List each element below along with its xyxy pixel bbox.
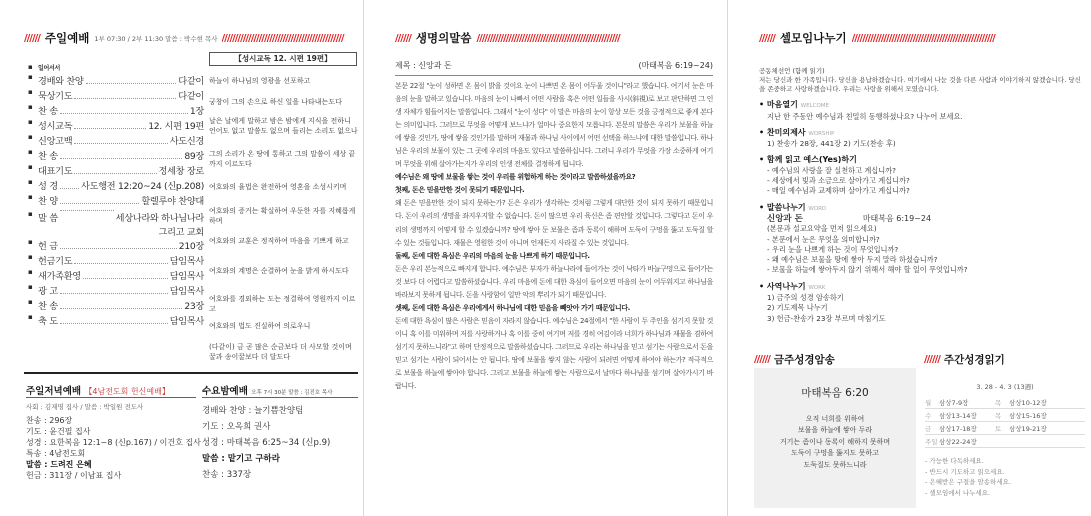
cell-section-line: - 본문에서 눈은 무엇을 의미합니까? <box>767 234 880 244</box>
reading-text: 삼상10-12장 <box>1009 398 1047 407</box>
cell-section-en: WELCOME <box>800 103 829 110</box>
sermon-paragraph: 돈은 우리 본능적으로 빠지게 합니다. 예수님은 부자가 하늘나라에 들어가는 것이 낙타가 바늘구멍으로 들어가는 것 보다 더 어렵다고 말씀하셨습니다. 우리 마음에 돈에 대한 욕심이 들어오면 마음의 눈이 어두워지고 하나님을 바라보지 못하게 됩니다. 돈을 사랑함이 일만 악의 뿌리가 되기 때문입니다. <box>395 264 713 299</box>
reading-day: 목 <box>995 411 1002 420</box>
weekly-reading <box>925 382 1085 498</box>
worship-meta: 1부 07:30 / 2부 11:30 말씀 : 박수현 목사 <box>94 34 218 43</box>
order-row <box>28 72 204 87</box>
reading-line: 여호와의 증거는 확실하여 우둔한 자를 지혜롭게 하며 <box>209 207 356 225</box>
order-row <box>28 177 204 192</box>
program-line: 기도 : 오옥희 권사 <box>202 422 271 432</box>
reading-line: 하늘이 하나님의 영광을 선포하고 <box>209 77 311 85</box>
divider <box>202 397 358 398</box>
order-row <box>28 147 204 162</box>
order-value <box>141 193 204 207</box>
order-row <box>28 162 204 177</box>
reading-text: 삼상19-21장 <box>1009 424 1047 433</box>
order-value-text: 210장 <box>178 241 204 252</box>
divider <box>26 397 196 398</box>
order-label: ▪ 묵상기도 <box>28 88 72 102</box>
cell-section-title: 사역나누기 <box>766 281 806 291</box>
cell-section-en: WORK <box>808 284 826 291</box>
order-value <box>178 73 204 87</box>
reading-tip: - 은혜받은 구절을 암송하세요. <box>925 478 1011 486</box>
wednesday-program <box>202 403 330 483</box>
program-line: 말씀 : 드려진 은혜 <box>26 460 92 469</box>
reading-day: 금 <box>925 424 932 433</box>
community-declaration: 저는 당신과 한 가족입니다. 당신을 용납하겠습니다. 여기에서 나눈 것을 다른 사람과 이야기하지 않겠습니다. 당신을 존중하고 사랑하겠습니다. 우리는 사랑을 위해서 모였습니다. <box>759 76 1081 94</box>
memory-line: 오직 너희를 위하여 <box>805 414 865 423</box>
section-title: 주일예배 <box>44 31 90 45</box>
wednesday-worship-header: 수요밤예배 오후 7시 30분 말씀 : 김진호 목사 <box>202 386 333 397</box>
order-value-text: 다같이 <box>178 91 204 102</box>
order-value-text: 12. 시편 19편 <box>148 121 204 132</box>
order-value <box>170 268 204 282</box>
order-value <box>179 238 204 252</box>
reading-day: 수 <box>925 411 932 420</box>
sermon-paragraph: 셋째, 돈에 대한 욕심은 우리에게서 하나님에 대한 믿음을 빼앗아 가기 때문입니다. <box>395 303 630 312</box>
reading-day: 토 <box>995 424 1002 433</box>
order-row <box>28 282 204 297</box>
sermon-paragraph: 둘째, 돈에 대한 욕심은 우리의 마음의 눈을 나쁘게 하기 때문입니다. <box>395 251 590 260</box>
order-value-text: 담임목사 <box>169 316 204 327</box>
community-declaration-title: 공동체선언 (함께 읽기) <box>759 67 825 75</box>
memory-line: 보물을 하늘에 쌓아 두라 <box>797 426 873 434</box>
order-value <box>178 88 204 102</box>
order-label: ▪ 축 도 <box>28 313 58 327</box>
memory-line: 거기는 좀이나 동록이 해하지 못하며 <box>779 437 891 446</box>
order-label: ▪ 헌금기도 <box>28 253 72 267</box>
reading-line: 여호와의 계명은 순결하여 눈을 밝게 하시도다 <box>209 267 349 275</box>
cell-section-head <box>759 100 1084 111</box>
reading-text: 삼상22-24장 <box>939 437 977 446</box>
program-line: 경배와 찬양 : 늘기쁨찬양팀 <box>202 406 304 416</box>
order-value <box>170 283 204 297</box>
program-line: 기도 : 윤건필 집사 <box>26 427 91 436</box>
cell-section-line: - 보물을 하늘에 쌓아두지 않기 위해서 해야 할 일이 무엇입니까? <box>767 265 968 275</box>
cell-section-line: - 예수님의 사랑을 잘 실천하고 계십니까? <box>767 165 896 175</box>
program-line: 말씀 : 맡기고 구하라 <box>202 454 280 464</box>
cell-section-bullet: • <box>759 155 767 165</box>
leader-dots <box>60 113 188 114</box>
reading-row <box>925 409 1085 422</box>
order-row <box>28 132 204 147</box>
order-of-service <box>28 60 204 327</box>
order-row <box>28 117 204 132</box>
order-label: ▪ 대표기도 <box>28 163 72 177</box>
order-value-text: 1장 <box>189 106 204 117</box>
reading-text: 삼상15-16장 <box>1009 411 1047 420</box>
sermon-body <box>395 80 713 393</box>
sermon-paragraph: 예수님은 왜 땅에 보물을 쌓는 것이 우리를 위험하게 하는 것이라고 말씀하셨을까요? <box>395 173 636 182</box>
order-label: ▪ 성 경 <box>28 178 58 192</box>
leader-dots <box>60 203 140 204</box>
leader-dots <box>74 173 156 174</box>
order-value <box>116 210 204 238</box>
leader-dots <box>60 188 79 189</box>
cell-section-line: - 왜 예수님은 보물을 땅에 쌓아 두지 말라 하셨습니까? <box>767 255 938 265</box>
reading-day: 목 <box>995 398 1002 407</box>
sermon-paragraph: 첫째, 돈은 믿을만한 것이 못되기 때문입니다. <box>395 186 525 195</box>
order-value <box>190 103 204 117</box>
reading-row <box>925 435 1085 448</box>
program-line: 특송 : 4남전도회 <box>26 449 86 458</box>
reading-text: 삼상13-14장 <box>939 411 977 420</box>
cell-guide <box>759 66 1084 324</box>
word-title-line <box>759 214 1084 224</box>
memory-line: 도둑이 구멍을 뚫지도 못하고 <box>791 449 879 457</box>
reading-row <box>925 396 1085 409</box>
evening-program <box>26 415 201 481</box>
cell-section-line: 3) 헌금-찬송가 23장 부르며 마침기도 <box>767 313 886 323</box>
order-label: ▪ 찬 양 <box>28 193 58 207</box>
reading-tip: - 셀모임에서 나누세요. <box>925 488 991 497</box>
order-value-text: 사도신경 <box>169 136 204 147</box>
cell-section-head <box>759 155 1084 165</box>
leader-dots <box>83 278 168 279</box>
reading-tip: - 가능한 다독하세요. <box>925 457 984 465</box>
cell-section-head <box>759 282 1084 293</box>
order-row <box>28 192 204 207</box>
order-label: ▪ 신앙고백 <box>28 133 72 147</box>
memory-verse-ref: 마태복음 6:20 <box>801 387 869 399</box>
program-line: 성경 : 요한복음 12:1~8 (신p.167) / 이건호 집사 <box>26 438 201 447</box>
leader-dots <box>74 128 146 129</box>
order-row <box>28 312 204 327</box>
order-row <box>28 252 204 267</box>
order-label: ▪ 성시교독 <box>28 118 72 132</box>
cell-header: ////// 셀모임나누기 ////////////////////////////////////////////////////// <box>759 31 995 45</box>
order-label: ▪ 말 씀 <box>28 210 58 224</box>
cell-section-bullet: • <box>759 281 767 291</box>
page-fold <box>363 0 364 516</box>
program-line: 찬송 : 296장 <box>26 416 73 425</box>
weekly-reading-header: ////// 주간성경읽기 <box>924 354 1005 366</box>
cell-section-head <box>759 128 1084 139</box>
reading-line: (다같이) 금 곧 많은 순금보다 더 사모할 것이며 꿀과 송이꿀보다 더 달도다 <box>209 343 352 361</box>
order-row <box>28 87 204 102</box>
memory-line: 도둑질도 못하느니라 <box>803 460 867 469</box>
order-row <box>28 102 204 117</box>
order-value-text: 23장 <box>184 301 204 312</box>
order-value <box>159 163 205 177</box>
cell-section-en: WORD <box>808 205 827 212</box>
reading-text: 삼상17-18장 <box>939 424 977 433</box>
sermon-paragraph: 왜 돈은 믿을만한 것이 되지 못하는가? 돈은 우리가 생각하는 것처럼 그렇게 대단한 것이 되지 못하기 때문입니다. 돈이 우리의 생명을 좌지우지할 수 없습니다. 돈이 많으면 우리 육신은 좀 편안할 것입니다. 그렇다고 돈이 우리의 생명까지 어떻게 할 수 있겠습니까? 땅에 쌓아 둔 보물은 좀과 동록이 해하며 도둑이 구멍을 뚫고 도둑질 할 수 있는 것들입니다. 재물은 영원한 것이 아니며 언제든지 사라질 수 있는 것입니다. <box>395 199 713 247</box>
order-value <box>170 253 204 267</box>
cell-section-title: 마음열기 <box>766 100 798 110</box>
order-label: ▪ 찬 송 <box>28 148 58 162</box>
order-value <box>184 148 204 162</box>
cell-section-line: - 세상에서 빛과 소금으로 살아가고 계십니까? <box>767 176 910 186</box>
worship-order-panel <box>0 0 362 516</box>
order-value <box>170 313 204 327</box>
leader-dots <box>60 323 168 324</box>
leader-dots <box>60 293 168 294</box>
reading-day: 월 <box>925 398 932 407</box>
sermon-subject: 제목 : 신앙과 돈 <box>395 61 452 70</box>
cell-section-bullet: • <box>759 100 767 110</box>
order-value <box>170 133 204 147</box>
order-label: ▪ 경배와 찬양 <box>28 73 84 87</box>
evening-worship-header: 주일저녁예배 【4남전도회 헌신예배】 <box>26 386 170 397</box>
order-value-text: 다같이 <box>178 76 204 87</box>
order-value-text: 89장 <box>184 151 204 162</box>
order-value-text: 담임목사 <box>169 271 204 282</box>
sermon-meta <box>395 60 713 76</box>
order-row <box>28 267 204 282</box>
reading-line: 여호와의 교훈은 정직하여 마음을 기쁘게 하고 <box>209 237 349 245</box>
order-label: ▪ 광 고 <box>28 283 58 297</box>
order-label: ▪ 찬 송 <box>28 298 58 312</box>
evening-tag: 【4남전도회 헌신예배】 <box>84 387 170 396</box>
reading-range: 3. 28 - 4. 3 (13週) <box>976 383 1034 391</box>
leader-dots <box>86 83 177 84</box>
leader-dots <box>60 158 183 159</box>
section-title: 셀모임나누기 <box>779 31 847 45</box>
order-label: ▪ 새가족환영 <box>28 268 81 282</box>
leader-dots <box>74 143 167 144</box>
reading-line: 그의 소리가 온 땅에 통하고 그의 말씀이 세상 끝까지 이르도다 <box>209 150 356 168</box>
responsive-reading-box: 【성시교독 12. 시편 19편】 <box>209 52 357 66</box>
order-value-text: 담임목사 <box>169 286 204 297</box>
reading-day: 주일 <box>925 437 938 446</box>
sermon-paragraph: 본문 22절 "눈이 성하면 온 몸이 밝을 것이요 눈이 나쁘면 온 몸이 어두울 것이니"라고 했습니다. 여기서 눈은 마음의 눈을 말하고 있습니다. 마음의 눈이 나빠서 어떤 사람을 혹은 어떤 일들을 사시(斜視)로 보고 판단하면 그 인생 자체가 힘들어지는 말씀입니다. 그래서 "눈이 성다" 이 말은 마음의 눈이 항상 모든 것을 긍정적으로 좋게 본다는 의미입니다. 그러므로 무엇을 어떻게 보느냐가 얼마나 중요한지 모릅니다. 본문의 말씀은 우리가 보물을 하늘에 쌓을 것인가, 땅에 쌓을 것인가를 말하며 재물과 하나님 사이에서 어떤 선택을 하느냐에 대한 말씀입니다. 하나님은 우리의 보물이 있는 그 곳에 우리의 마음도 있다고 말씀하십니다. 그러니 우리가 무엇을 가장 소중하게 여기며 무엇을 위해 살아가는지가 우리의 인생 전체를 결정하게 됩니다. <box>395 82 713 169</box>
leader-dots <box>60 210 114 211</box>
cell-section-title: 말씀나누기 <box>766 202 806 212</box>
word-ref: 마태복음 6:19~24 <box>862 213 932 223</box>
reading-row <box>925 422 1085 435</box>
order-label: ▪ 일어서서 <box>28 63 60 72</box>
divider <box>24 372 358 374</box>
leader-dots <box>60 248 177 249</box>
cell-section-line: 지난 한 주동안 예수님과 친밀히 동행하셨나요? 나누어 보세요. <box>767 111 963 121</box>
sermon-passage: (마태복음 6:19~24) <box>638 61 713 70</box>
cell-section-title: 찬미의제사 <box>766 127 806 137</box>
order-row <box>28 207 204 237</box>
cell-sections <box>759 100 1084 324</box>
cell-section-bullet: • <box>759 127 767 137</box>
order-value <box>81 178 204 192</box>
reading-text: 삼상7-9장 <box>939 398 969 407</box>
section-title: 생명의말씀 <box>415 31 472 45</box>
order-label: ▪ 헌 금 <box>28 238 58 252</box>
leader-dots <box>60 308 183 309</box>
sermon-header: ////// 생명의말씀 ////////////////////////////////////////////////////// <box>395 31 620 45</box>
evening-leader: 사회 : 김재명 집사 / 말씀 : 박일원 전도사 <box>26 403 144 411</box>
cell-section-line: 1) 찬송가 28장, 441장 2) 기도(찬송 후) <box>767 139 896 149</box>
reading-line: 날은 날에게 말하고 밤은 밤에게 지식을 전하니 언어도 없고 말씀도 없으며 들리는 소리도 없으나 <box>209 117 358 135</box>
page-fold <box>727 0 728 516</box>
reading-line: 여호와의 율법은 완전하여 영혼을 소성시키며 <box>209 183 347 191</box>
cell-section-line: 2) 기도제목 나누기 <box>767 303 828 313</box>
reading-line: 여호와를 경외하는 도는 정결하여 영원까지 이르고 <box>209 295 356 313</box>
cell-section-title: 함께 읽고 예스(Yes)하기 <box>766 155 857 165</box>
wednesday-meta: 오후 7시 30분 말씀 : 김진호 목사 <box>251 390 333 396</box>
program-line: 헌금 : 311장 / 이남표 집사 <box>26 471 122 480</box>
order-value-text: 세상나라와 하나님나라 <box>115 213 204 224</box>
order-row <box>28 297 204 312</box>
sermon-paragraph: 돈에 대한 욕심이 많은 사람은 믿음이 자라지 않습니다. 예수님은 24절에서 "한 사람이 두 주인을 섬기지 못할 것이니 혹 이를 미워하며 저를 사랑하거나 혹 이를 중히 여기며 저를 경히 여김이라 너희가 하나님과 재물을 겸하여 섬기지 못하느니라"고 하며 단정적으로 말씀하셨습니다. 그러므로 우리는 하나님을 믿고 섬기는 사람으로서 돈을 믿고 섬기는 사람이 되어서는 안 됩니다. 땅에 보물을 쌓지 않는 사람이 되려면 어떻게 하여야 하는가? 적극적으로 보물을 하늘에 쌓아야 합니다. 그리고 보물을 하늘에 쌓는 사람으로서 날마다 하나님을 섬기며 살아가시기 바랍니다. <box>395 316 713 391</box>
worship-header: ////// 주일예배 1부 07:30 / 2부 11:30 말씀 : 박수현 목사 ////////////////////////////////////////////// <box>24 31 344 45</box>
order-row <box>28 60 204 72</box>
cell-section-en: WORSHIP <box>808 130 835 137</box>
sermon-panel <box>365 0 725 516</box>
leader-dots <box>74 98 176 99</box>
order-value-text: 그리고 교회 <box>158 227 204 238</box>
order-value-text: 할렐루야 찬양대 <box>141 196 204 207</box>
program-line: 성경 : 마태복음 6:25~34 (신p.9) <box>202 438 331 448</box>
cell-section-bullet: • <box>759 202 767 212</box>
memory-verse <box>760 388 910 471</box>
order-value-text: 사도행전 12:20~24 (신p.208) <box>81 181 204 192</box>
cell-section-line: (본문과 설교요약을 먼저 읽으세요) <box>767 224 877 234</box>
word-title: 신앙과 돈 <box>767 213 803 224</box>
reading-tip: - 반드시 기도하고 읽으세요. <box>925 467 1005 476</box>
cell-section-head <box>759 203 1084 214</box>
reading-line: 궁창이 그의 손으로 하신 일을 나타내는도다 <box>209 98 342 106</box>
order-value-text: 담임목사 <box>169 256 204 267</box>
order-value <box>184 298 204 312</box>
order-label: ▪ 찬 송 <box>28 103 58 117</box>
cell-section-line: - 우리 눈을 나쁘게 하는 것이 무엇입니까? <box>767 244 899 254</box>
order-value <box>148 118 204 132</box>
memory-verse-header: ////// 금주성경암송 <box>754 354 835 366</box>
order-value-text: 정세창 장로 <box>158 166 204 177</box>
program-line: 찬송 : 337장 <box>202 470 252 480</box>
cell-section-line: 1) 금주의 성경 암송하기 <box>767 293 844 303</box>
order-row <box>28 237 204 252</box>
leader-dots <box>74 263 167 264</box>
cell-section-line: - 매일 예수님과 교제하며 살아가고 계십니까? <box>767 186 910 196</box>
reading-line: 여호와의 법도 진실하여 의로우니 <box>209 322 311 330</box>
